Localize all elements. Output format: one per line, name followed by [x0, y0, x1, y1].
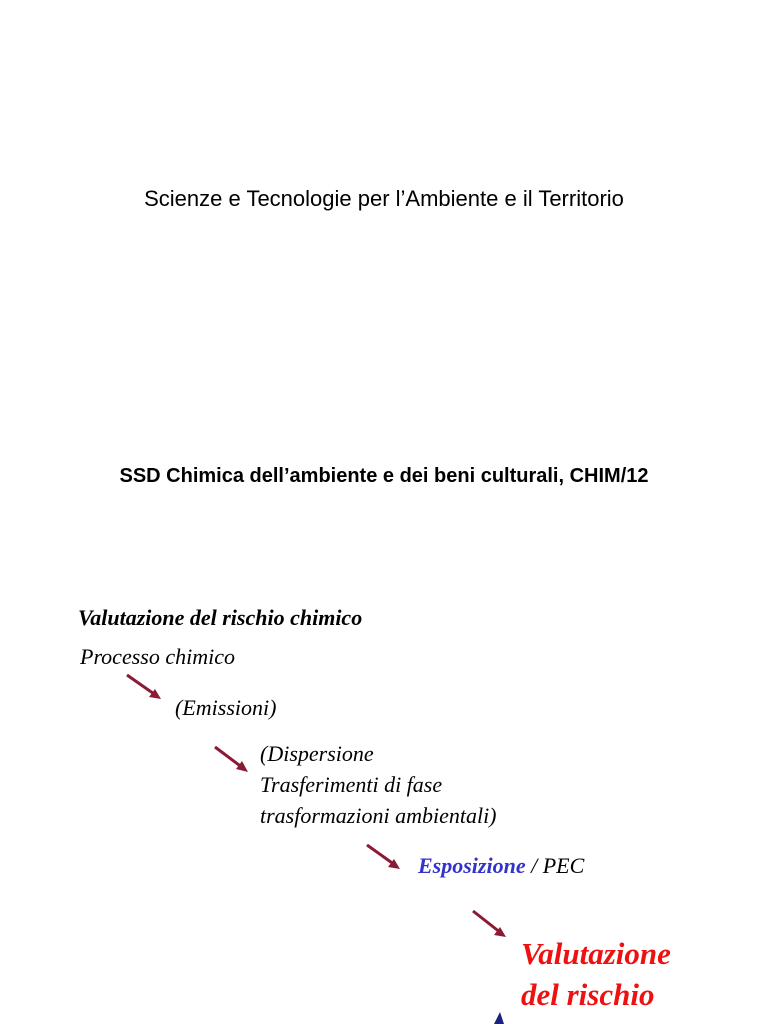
- step-dispersione-line2: Trasferimenti di fase: [260, 772, 443, 797]
- step-esposizione: [418, 853, 584, 879]
- step-processo-chimico: Processo chimico: [80, 644, 235, 669]
- course-subtitle: Scienze e Tecnologie per l’Ambiente e il Territorio: [144, 186, 624, 211]
- step-dispersione-line3: trasformazioni ambientali): [260, 803, 497, 828]
- final-line2: del rischio: [521, 977, 655, 1012]
- valutazione-del-rischio: [521, 933, 671, 1015]
- step-emissioni: (Emissioni): [175, 695, 277, 720]
- step-dispersione-line1: (Dispersione: [260, 741, 374, 766]
- esposizione-label: Esposizione: [418, 853, 526, 878]
- arrow-down-right-icon: [470, 908, 510, 940]
- flow-heading: Valutazione del rischio chimico: [78, 605, 363, 630]
- pec-label: / PEC: [525, 853, 585, 878]
- final-line1: Valutazione: [521, 936, 671, 971]
- arrow-down-right-icon: [364, 842, 404, 872]
- arrow-down-right-icon: [212, 744, 252, 774]
- arrow-up-partial-icon: [486, 1010, 506, 1024]
- arrow-down-right-icon: [124, 672, 164, 702]
- ssd-heading: SSD Chimica dell’ambiente e dei beni culturali, CHIM/12: [119, 465, 649, 487]
- step-dispersione: [260, 738, 497, 831]
